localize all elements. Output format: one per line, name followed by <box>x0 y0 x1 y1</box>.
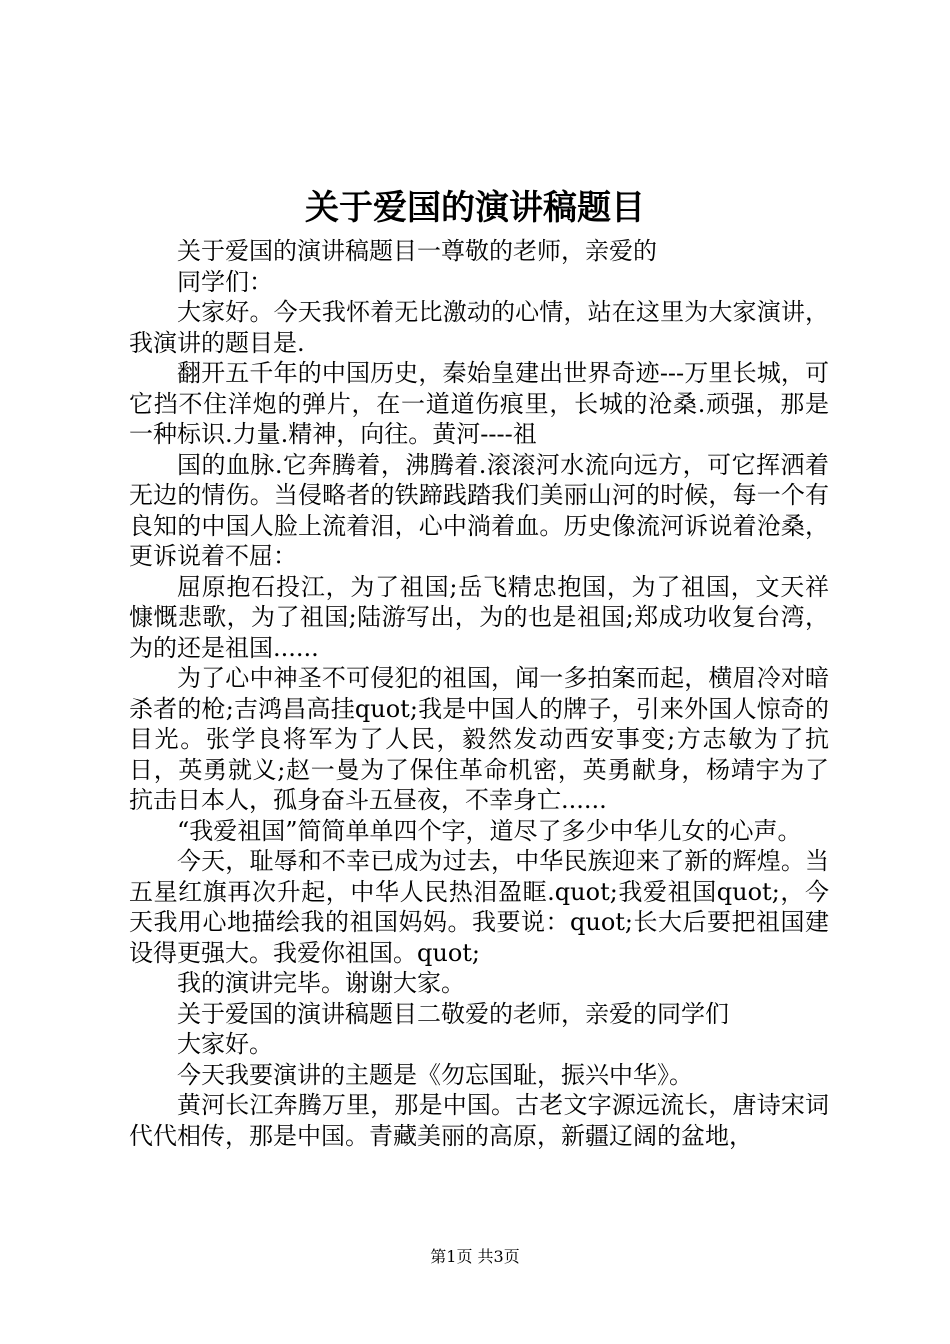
paragraph: 大家好。今天我怀着无比激动的心情，站在这里为大家演讲，我演讲的题目是. <box>129 298 829 357</box>
paragraph: 同学们： <box>177 267 273 296</box>
paragraph: 关于爱国的演讲稿题目二敬爱的老师，亲爱的同学们 <box>177 999 729 1028</box>
paragraph: “我爱祖国”简简单单四个字，道尽了多少中华儿女的心声。 <box>177 816 802 845</box>
paragraph: 翻开五千年的中国历史，秦始皇建出世界奇迹---万里长城，可它挡不住洋炮的弹片，在一道道伤痕里，长城的沧桑.顽强，那是一种标识.力量.精神，向往。黄河----祖 <box>129 359 829 448</box>
paragraph: 为了心中神圣不可侵犯的祖国，闻一多拍案而起，横眉冷对暗杀者的枪;吉鸿昌高挂quot;我是中国人的牌子，引来外国人惊奇的目光。张学良将军为了人民，毅然发动西安事变;方志敏为了抗日，英勇就义;赵一曼为了保住革命机密，英勇献身，杨靖宇为了抗击日本人，孤身奋斗五昼夜，不幸身亡...... <box>129 664 829 814</box>
paragraph: 屈原抱石投江，为了祖国;岳飞精忠抱国，为了祖国，文天祥慷慨悲歌，为了祖国;陆游写出，为的也是祖国;郑成功收复台湾，为的还是祖国...... <box>129 572 829 662</box>
paragraph: 国的血脉.它奔腾着，沸腾着.滚滚河水流向远方，可它挥洒着无边的情伤。当侵略者的铁蹄践踏我们美丽山河的时候，每一个有良知的中国人脸上流着泪，心中淌着血。历史像流河诉说着沧桑，更诉说着不屈： <box>129 450 829 570</box>
paragraph: 大家好。 <box>177 1030 273 1058</box>
document-body <box>129 236 829 1151</box>
paragraph: 关于爱国的演讲稿题目一尊敬的老师，亲爱的 <box>177 237 657 265</box>
paragraph: 我的演讲完毕。谢谢大家。 <box>177 969 465 997</box>
paragraph: 黄河长江奔腾万里，那是中国。古老文字源远流长，唐诗宋词代代相传，那是中国。青藏美丽的高原，新疆辽阔的盆地， <box>129 1091 829 1150</box>
page-footer: 第1页 共3页 <box>430 1247 520 1266</box>
paragraph: 今天我要演讲的主题是《勿忘国耻，振兴中华》。 <box>177 1060 693 1089</box>
document-title: 关于爱国的演讲稿题目 <box>305 188 645 228</box>
paragraph: 今天，耻辱和不幸已成为过去，中华民族迎来了新的辉煌。当五星红旗再次升起，中华人民热泪盈眶.quot;我爱祖国quot;，今天我用心地描绘我的祖国妈妈。我要说：quot;长大后要把祖国建设得更强大。我爱你祖国。quot; <box>129 847 829 967</box>
